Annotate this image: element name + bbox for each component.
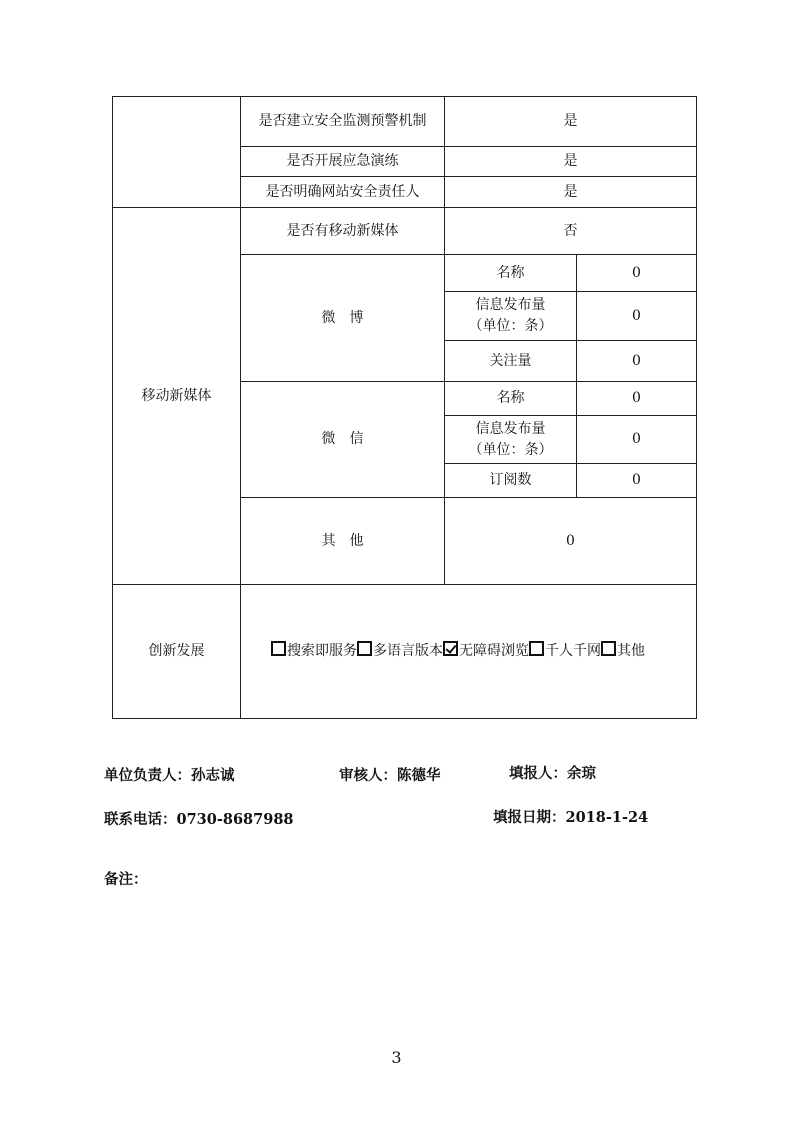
filler-signature: 填报人：余琼 <box>509 765 596 782</box>
unit-head-signature: 单位负责人：孙志诚 <box>104 767 235 784</box>
wechat-label-cell <box>241 382 445 498</box>
responsible-value-cell <box>445 177 697 208</box>
weibo-followers-value: 0 <box>632 352 641 369</box>
innovation-options <box>271 643 645 659</box>
innovation-option <box>529 643 601 659</box>
checkbox-icon[interactable] <box>271 641 286 656</box>
innovation-option-label: 无障碍浏览 <box>459 643 529 659</box>
weibo-label: 微 博 <box>321 309 364 326</box>
has-mobile-value-cell <box>445 208 697 255</box>
wechat-subs-value: 0 <box>632 472 641 488</box>
other-label: 其 他 <box>321 532 364 549</box>
warning-value: 是 <box>563 113 578 129</box>
other-value-cell <box>445 498 697 585</box>
warning-label-cell <box>241 97 445 147</box>
innovation-label: 创新发展 <box>148 643 205 659</box>
weibo-posts-unit: （单位：条） <box>468 318 553 334</box>
drill-label-cell <box>241 147 445 177</box>
wechat-subs-value-cell <box>577 464 697 498</box>
warning-label: 是否建立安全监测预警机制 <box>258 113 427 129</box>
wechat-label: 微 信 <box>321 431 364 447</box>
weibo-name-value-cell <box>577 255 697 292</box>
security-section-cell <box>113 97 241 208</box>
wechat-posts-label: 信息发布量 <box>475 420 546 437</box>
report-table <box>112 96 697 719</box>
responsible-label: 是否明确网站安全责任人 <box>265 183 420 200</box>
weibo-name-label: 名称 <box>496 264 525 281</box>
weibo-posts-value-cell <box>577 292 697 341</box>
wechat-name-value: 0 <box>632 390 641 406</box>
weibo-posts-label: 信息发布量 <box>475 297 546 313</box>
innovation-option-label: 多语言版本 <box>373 643 443 659</box>
responsible-value: 是 <box>563 183 578 200</box>
wechat-subs-label-cell <box>445 464 577 498</box>
wechat-posts-value-cell <box>577 416 697 464</box>
innovation-option <box>271 643 357 659</box>
mobile-section-cell <box>113 208 241 585</box>
innovation-option-label: 千人千网 <box>545 643 601 659</box>
wechat-posts-value: 0 <box>632 431 641 447</box>
weibo-posts-label-cell <box>445 292 577 341</box>
wechat-subs-label: 订阅数 <box>489 472 532 488</box>
mobile-section-label: 移动新媒体 <box>141 387 212 404</box>
wechat-posts-unit: （单位：条） <box>468 441 553 458</box>
has-mobile-value: 否 <box>563 222 578 239</box>
reviewer-signature: 审核人：陈德华 <box>339 767 441 784</box>
innovation-option-label: 其他 <box>617 643 645 659</box>
weibo-name-label-cell <box>445 255 577 292</box>
drill-value-cell <box>445 147 697 177</box>
weibo-followers-label: 关注量 <box>489 352 532 369</box>
innovation-option <box>601 643 645 659</box>
innovation-option-label: 搜索即服务 <box>287 643 357 659</box>
innovation-label-cell <box>113 585 241 719</box>
responsible-label-cell <box>241 177 445 208</box>
drill-value: 是 <box>563 153 578 169</box>
checkbox-icon[interactable] <box>357 641 372 656</box>
warning-value-cell <box>445 97 697 147</box>
wechat-posts-label-cell <box>445 416 577 464</box>
weibo-posts-value: 0 <box>632 307 641 324</box>
innovation-option <box>357 643 443 659</box>
page-number: 3 <box>391 1048 402 1067</box>
table-row <box>113 97 697 147</box>
checkbox-icon[interactable] <box>529 641 544 656</box>
weibo-followers-label-cell <box>445 341 577 382</box>
innovation-options-cell <box>241 585 697 719</box>
other-value: 0 <box>566 532 575 549</box>
weibo-label-cell <box>241 255 445 382</box>
fill-date: 填报日期：2018-1-24 <box>493 809 649 826</box>
notes-label: 备注： <box>104 871 148 888</box>
drill-label: 是否开展应急演练 <box>286 153 399 169</box>
wechat-name-value-cell <box>577 382 697 416</box>
contact-phone: 联系电话：0730-8687988 <box>104 811 294 828</box>
innovation-option <box>443 643 529 659</box>
weibo-followers-value-cell <box>577 341 697 382</box>
wechat-name-label-cell <box>445 382 577 416</box>
checked-checkbox-icon[interactable] <box>443 641 458 656</box>
wechat-name-label: 名称 <box>496 390 525 406</box>
has-mobile-label: 是否有移动新媒体 <box>286 222 399 239</box>
checkbox-icon[interactable] <box>601 641 616 656</box>
table-row <box>113 585 697 719</box>
has-mobile-label-cell <box>241 208 445 255</box>
table-row <box>113 208 697 255</box>
weibo-name-value: 0 <box>632 264 641 281</box>
other-label-cell <box>241 498 445 585</box>
